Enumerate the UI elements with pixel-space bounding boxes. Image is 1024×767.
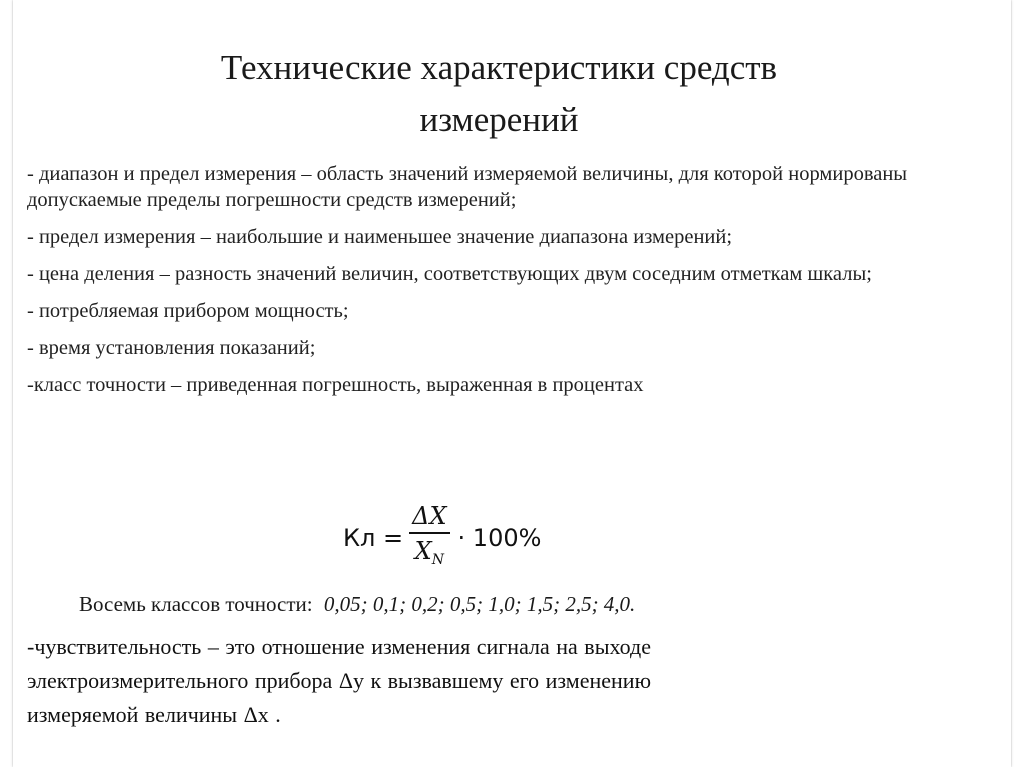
formula-denominator bbox=[412, 534, 447, 575]
formula-fraction bbox=[409, 502, 449, 575]
sensitivity-line-3: измеряемой величины Δх . bbox=[27, 702, 281, 727]
formula-numerator: ΔX bbox=[412, 501, 447, 530]
accuracy-classes-values: 0,05; 0,1; 0,2; 0,5; 1,0; 1,5; 2,5; 4,0. bbox=[323, 592, 636, 616]
formula-lhs: Кл = bbox=[343, 524, 404, 552]
characteristics-list bbox=[27, 161, 957, 409]
formula-multiplier: · 100% bbox=[457, 524, 542, 552]
list-item-settling-time: - время установления показаний; bbox=[27, 337, 316, 359]
list-item-limit: - предел измерения – наибольшие и наименьшее значение диапазона измерений; bbox=[27, 226, 733, 248]
list-item-accuracy-class: -класс точности – приведенная погрешность, выраженная в процентах bbox=[27, 374, 644, 396]
accuracy-classes-line bbox=[79, 590, 635, 618]
slide-title-line-1: Технические характеристики средств bbox=[220, 48, 778, 87]
list-item-power: - потребляемая прибором мощность; bbox=[27, 300, 349, 322]
sensitivity-line-1: -чувствительность – это отношение изменения сигнала на выходе bbox=[27, 634, 651, 659]
accuracy-classes-label: Восемь классов точности: bbox=[79, 592, 313, 616]
sensitivity-line-2: электроизмерительного прибора Δу к вызвавшему его изменению bbox=[27, 668, 651, 693]
list-item-range: - диапазон и предел измерения – область значений измеряемой величины, для которой нормированы допускаемые пределы погрешности средств измерений; bbox=[27, 163, 908, 211]
denominator-base: X bbox=[414, 536, 432, 565]
accuracy-class-formula bbox=[343, 502, 541, 574]
sensitivity-paragraph bbox=[27, 630, 907, 732]
denominator-subscript: N bbox=[431, 551, 444, 568]
slide-title-line-2: измерений bbox=[419, 100, 579, 139]
list-item-division-value: - цена деления – разность значений величин, соответствующих двум соседним отметкам шкалы; bbox=[27, 263, 872, 285]
slide-title bbox=[0, 42, 1011, 146]
